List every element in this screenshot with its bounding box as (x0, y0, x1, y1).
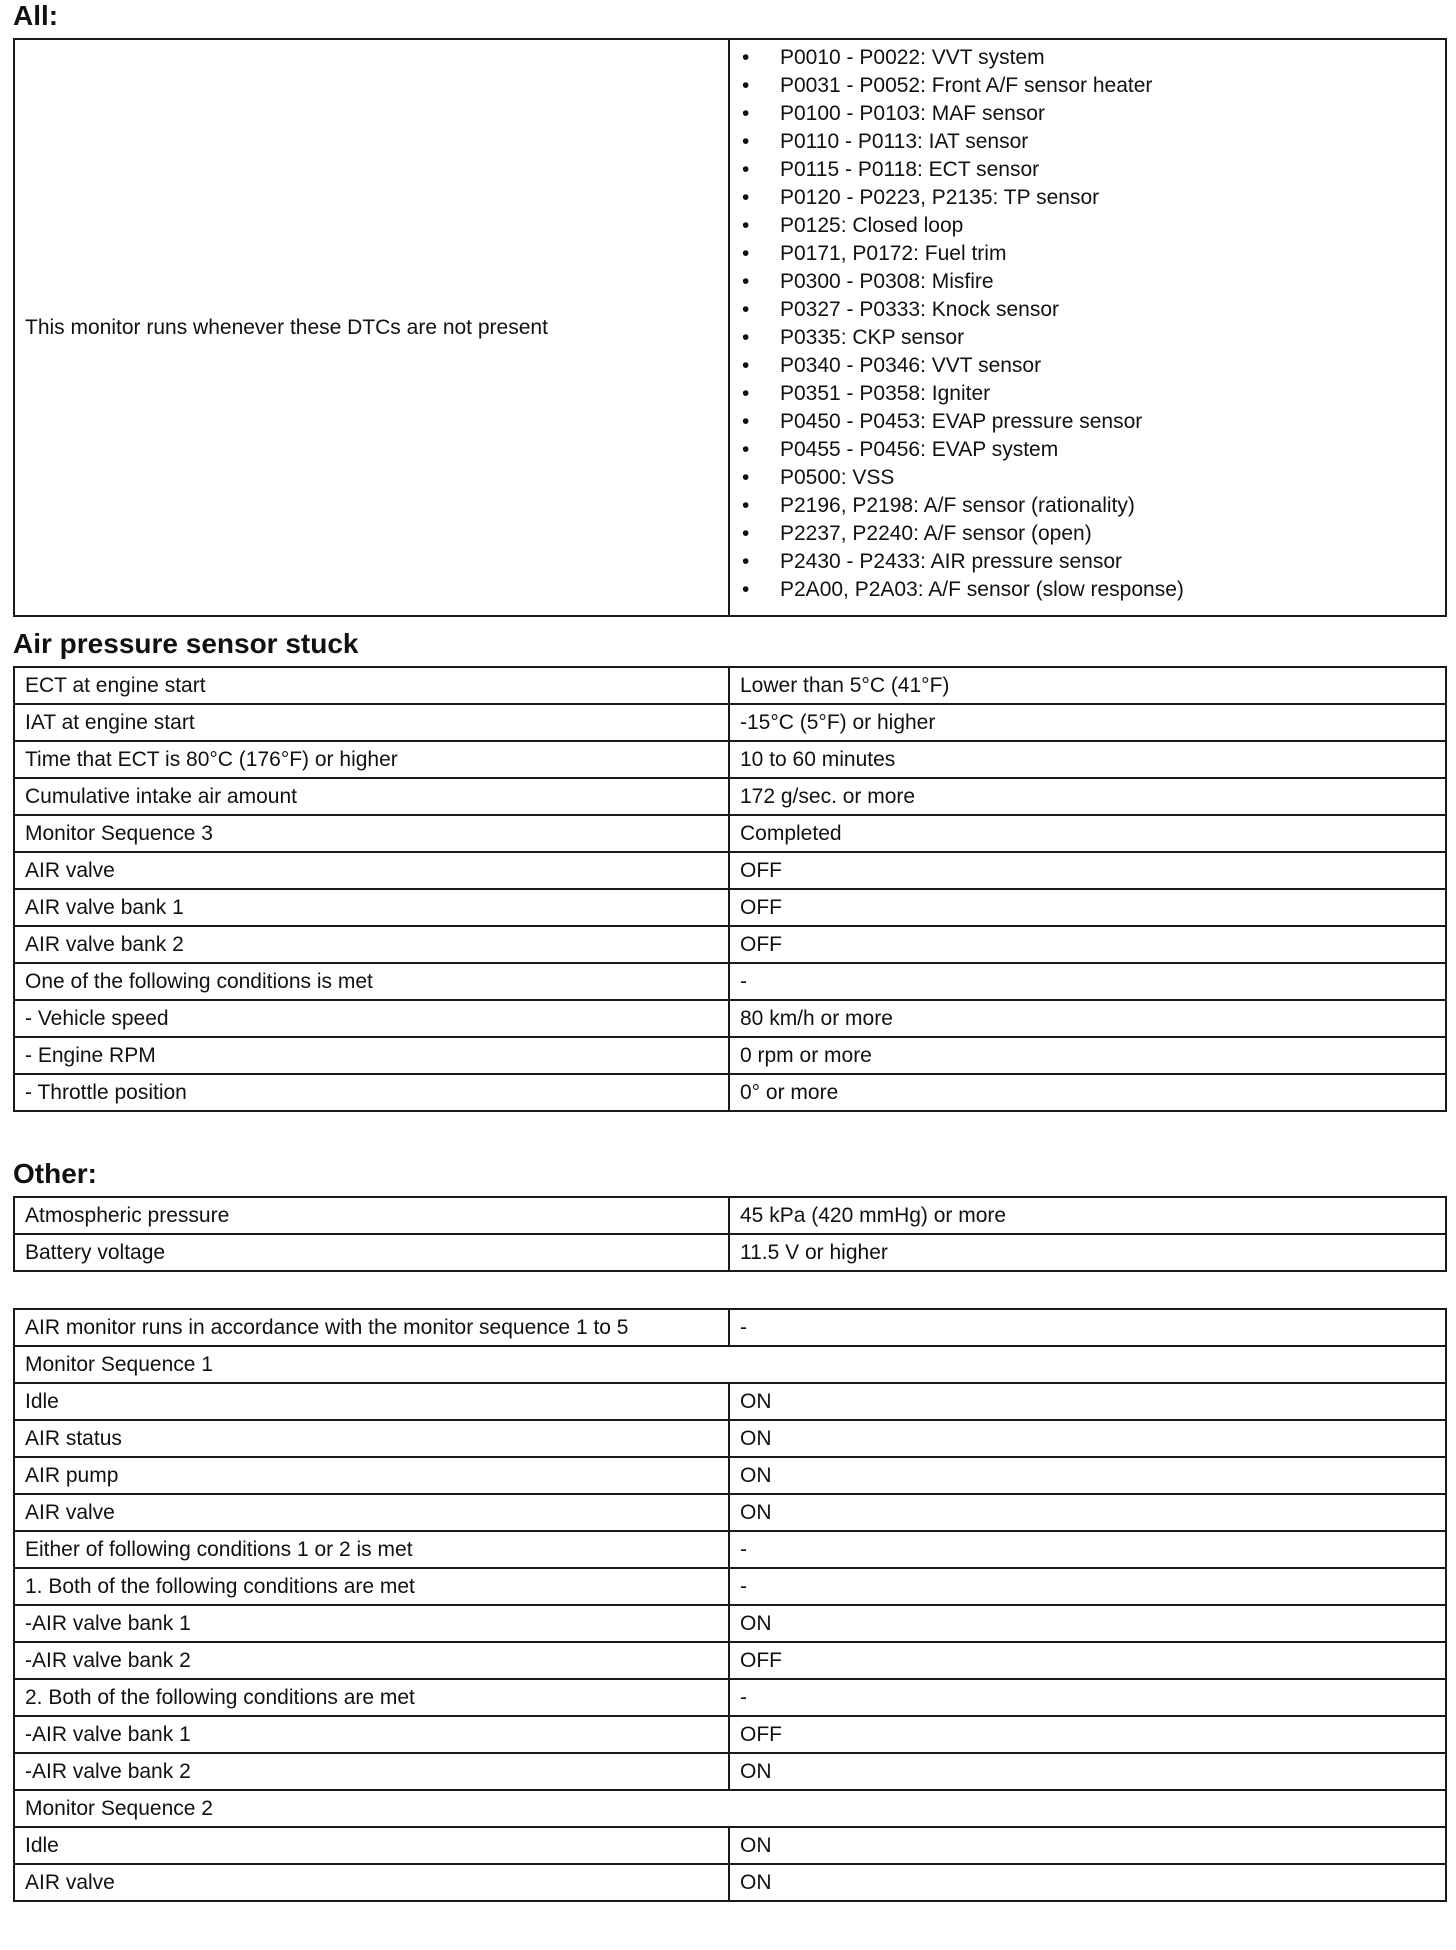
condition-value: Completed (729, 815, 1446, 852)
dtc-item: • P2A00, P2A03: A/F sensor (slow response) (740, 576, 1435, 604)
condition-value: OFF (729, 1642, 1446, 1679)
condition-label: Either of following conditions 1 or 2 is met (14, 1531, 729, 1568)
dtc-item: • P0455 - P0456: EVAP system (740, 436, 1435, 464)
condition-value: ON (729, 1753, 1446, 1790)
condition-label: -AIR valve bank 2 (14, 1753, 729, 1790)
condition-value: ON (729, 1420, 1446, 1457)
condition-value: 10 to 60 minutes (729, 741, 1446, 778)
sequence-heading: Monitor Sequence 1 (14, 1346, 1446, 1383)
condition-value: - (729, 1531, 1446, 1568)
condition-value: 0° or more (729, 1074, 1446, 1111)
dtc-row (14, 39, 1446, 616)
condition-label: -AIR valve bank 1 (14, 1716, 729, 1753)
condition-value: ON (729, 1383, 1446, 1420)
table-row (14, 1234, 1446, 1271)
condition-value: OFF (729, 852, 1446, 889)
condition-value: Lower than 5°C (41°F) (729, 667, 1446, 704)
dtc-list-cell (729, 39, 1446, 616)
condition-value: 172 g/sec. or more (729, 778, 1446, 815)
table-row (14, 1827, 1446, 1864)
table-row (14, 704, 1446, 741)
table-row (14, 1531, 1446, 1568)
condition-label: AIR valve (14, 852, 729, 889)
condition-value: - (729, 1568, 1446, 1605)
dtc-item: • P0327 - P0333: Knock sensor (740, 296, 1435, 324)
condition-label: IAT at engine start (14, 704, 729, 741)
table-row (14, 667, 1446, 704)
condition-label: AIR status (14, 1420, 729, 1457)
condition-label: Cumulative intake air amount (14, 778, 729, 815)
condition-label: 2. Both of the following conditions are met (14, 1679, 729, 1716)
table-row (14, 1197, 1446, 1234)
condition-value: - (729, 963, 1446, 1000)
condition-label: -AIR valve bank 2 (14, 1642, 729, 1679)
table-row (14, 1605, 1446, 1642)
table-row (14, 741, 1446, 778)
condition-value: - (729, 1679, 1446, 1716)
dtc-item: • P0450 - P0453: EVAP pressure sensor (740, 408, 1435, 436)
dtc-list (740, 44, 1435, 604)
dtc-item: • P2196, P2198: A/F sensor (rationality) (740, 492, 1435, 520)
condition-value: -15°C (5°F) or higher (729, 704, 1446, 741)
dtc-condition-cell: This monitor runs whenever these DTCs are not present (14, 39, 729, 616)
table-row (14, 1753, 1446, 1790)
condition-value: 80 km/h or more (729, 1000, 1446, 1037)
dtc-item: • P0125: Closed loop (740, 212, 1435, 240)
condition-label: AIR valve (14, 1864, 729, 1901)
condition-value: ON (729, 1864, 1446, 1901)
condition-label: AIR valve bank 2 (14, 926, 729, 963)
condition-value: 45 kPa (420 mmHg) or more (729, 1197, 1446, 1234)
stuck-table (13, 666, 1447, 1112)
condition-value: ON (729, 1457, 1446, 1494)
table-row (14, 1457, 1446, 1494)
table-row (14, 1642, 1446, 1679)
condition-label: 1. Both of the following conditions are met (14, 1568, 729, 1605)
condition-label: AIR valve bank 1 (14, 889, 729, 926)
dtc-item: • P0171, P0172: Fuel trim (740, 240, 1435, 268)
condition-label: One of the following conditions is met (14, 963, 729, 1000)
table-row (14, 1864, 1446, 1901)
heading-all: All: (13, 0, 59, 31)
dtc-item: • P0335: CKP sensor (740, 324, 1435, 352)
table-row (14, 963, 1446, 1000)
table-row (14, 1716, 1446, 1753)
condition-value: ON (729, 1605, 1446, 1642)
other-table (13, 1196, 1447, 1272)
heading-stuck: Air pressure sensor stuck (13, 628, 359, 659)
condition-value: OFF (729, 926, 1446, 963)
condition-value: 0 rpm or more (729, 1037, 1446, 1074)
condition-label: ECT at engine start (14, 667, 729, 704)
dtc-item: • P0351 - P0358: Igniter (740, 380, 1435, 408)
table-row (14, 1309, 1446, 1346)
condition-label: AIR pump (14, 1457, 729, 1494)
condition-label: Idle (14, 1383, 729, 1420)
condition-label: - Engine RPM (14, 1037, 729, 1074)
condition-label: -AIR valve bank 1 (14, 1605, 729, 1642)
table-row (14, 889, 1446, 926)
table-row (14, 852, 1446, 889)
condition-label: Monitor Sequence 3 (14, 815, 729, 852)
dtc-item: • P0010 - P0022: VVT system (740, 44, 1435, 72)
condition-value: - (729, 1309, 1446, 1346)
condition-value: OFF (729, 1716, 1446, 1753)
dtc-item: • P0300 - P0308: Misfire (740, 268, 1435, 296)
condition-label: Battery voltage (14, 1234, 729, 1271)
dtc-item: • P0500: VSS (740, 464, 1435, 492)
table-row (14, 1074, 1446, 1111)
table-row (14, 778, 1446, 815)
condition-label: Atmospheric pressure (14, 1197, 729, 1234)
table-row (14, 1037, 1446, 1074)
condition-value: ON (729, 1494, 1446, 1531)
dtc-item: • P0110 - P0113: IAT sensor (740, 128, 1435, 156)
table-row (14, 815, 1446, 852)
condition-label: AIR valve (14, 1494, 729, 1531)
heading-other: Other: (13, 1158, 97, 1189)
sequence-table (13, 1308, 1447, 1902)
dtc-item: • P2237, P2240: A/F sensor (open) (740, 520, 1435, 548)
condition-label: - Throttle position (14, 1074, 729, 1111)
condition-label: AIR monitor runs in accordance with the monitor sequence 1 to 5 (14, 1309, 729, 1346)
table-row (14, 1346, 1446, 1383)
condition-value: ON (729, 1827, 1446, 1864)
table-row (14, 1000, 1446, 1037)
sequence-heading: Monitor Sequence 2 (14, 1790, 1446, 1827)
dtc-item: • P0340 - P0346: VVT sensor (740, 352, 1435, 380)
table-row (14, 1790, 1446, 1827)
condition-label: Idle (14, 1827, 729, 1864)
table-row (14, 1420, 1446, 1457)
table-row (14, 1679, 1446, 1716)
table-row (14, 1383, 1446, 1420)
table-row (14, 1494, 1446, 1531)
dtc-item: • P0120 - P0223, P2135: TP sensor (740, 184, 1435, 212)
dtc-item: • P0031 - P0052: Front A/F sensor heater (740, 72, 1435, 100)
condition-label: Time that ECT is 80°C (176°F) or higher (14, 741, 729, 778)
condition-value: 11.5 V or higher (729, 1234, 1446, 1271)
dtc-item: • P0100 - P0103: MAF sensor (740, 100, 1435, 128)
dtc-table (13, 38, 1447, 617)
table-row (14, 926, 1446, 963)
condition-value: OFF (729, 889, 1446, 926)
dtc-item: • P2430 - P2433: AIR pressure sensor (740, 548, 1435, 576)
condition-label: - Vehicle speed (14, 1000, 729, 1037)
table-row (14, 1568, 1446, 1605)
dtc-item: • P0115 - P0118: ECT sensor (740, 156, 1435, 184)
